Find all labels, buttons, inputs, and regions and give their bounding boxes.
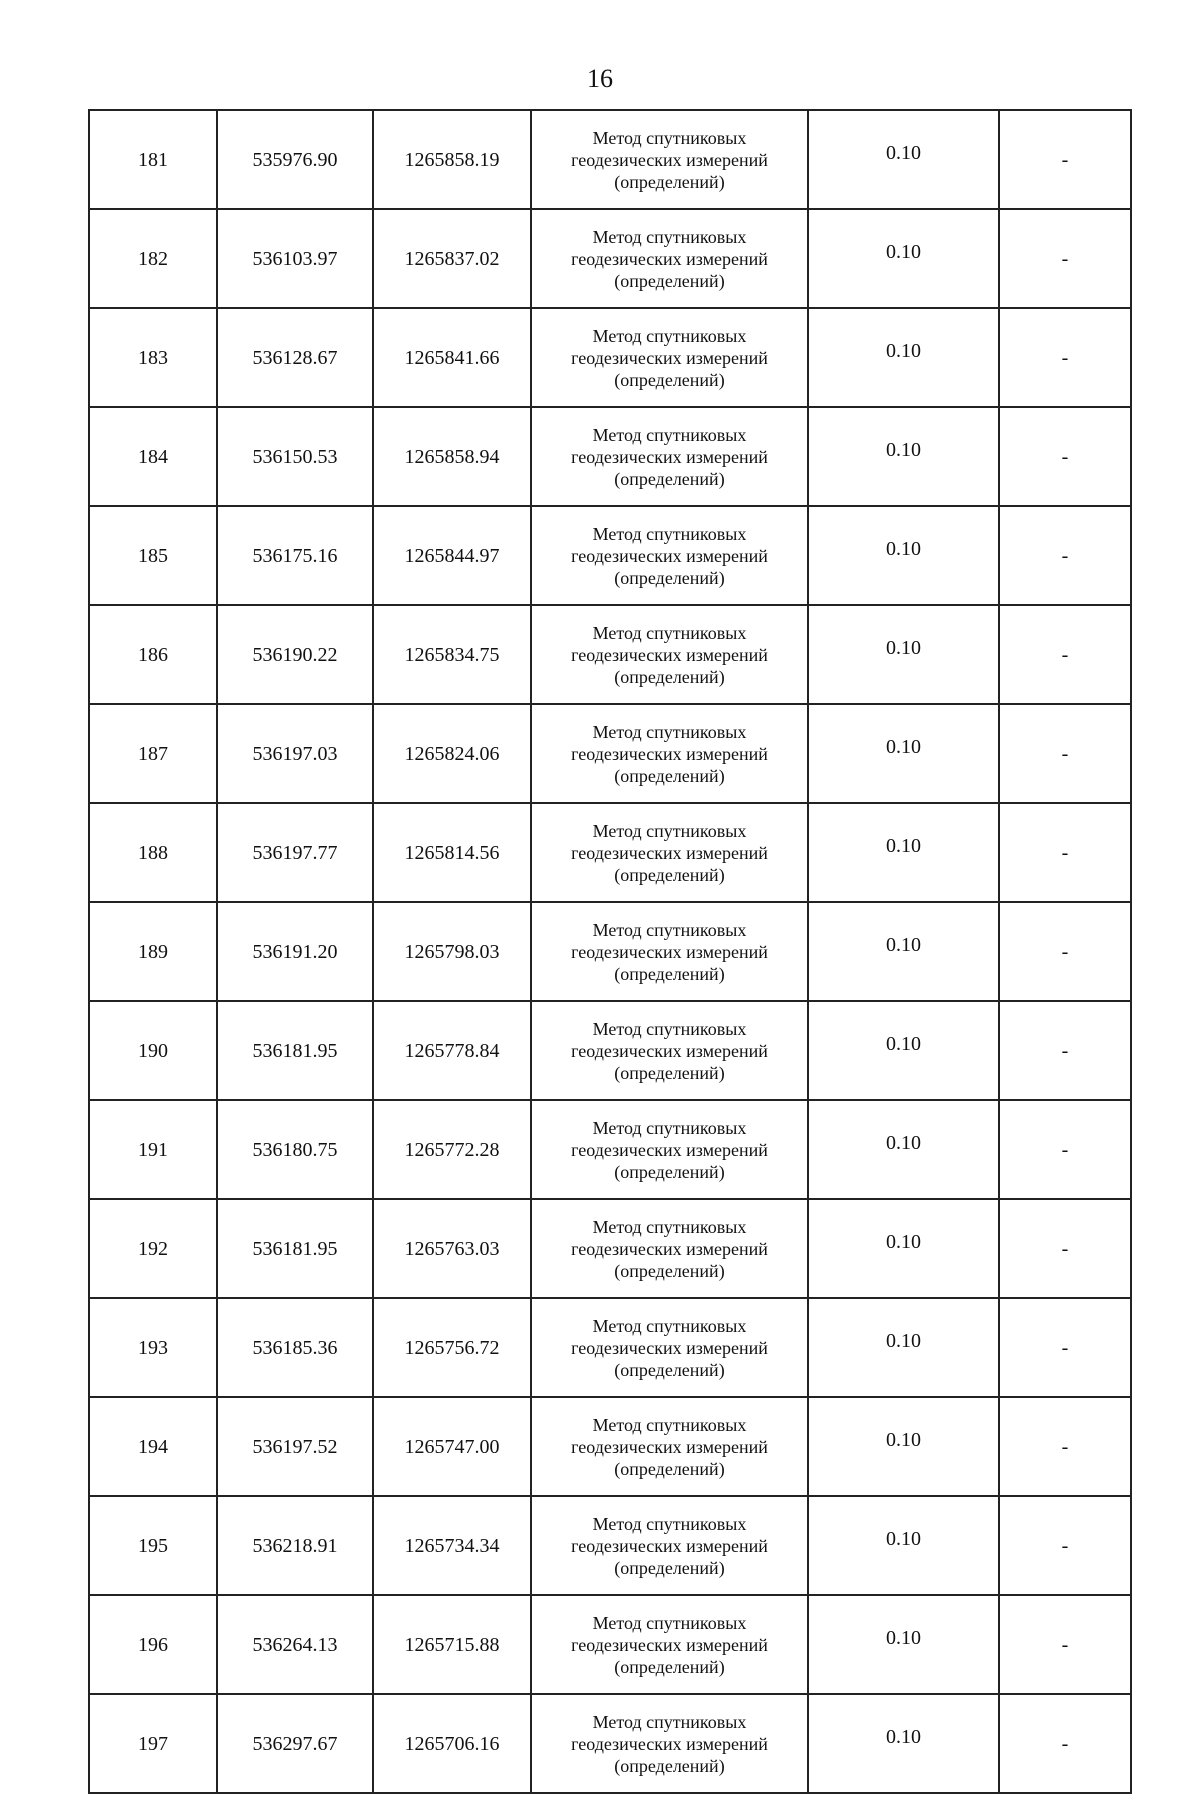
method-line: Метод спутниковых <box>592 1018 747 1039</box>
method-line: геодезических измерений <box>571 1634 768 1655</box>
method-line: (определений) <box>614 1260 725 1281</box>
point-number-cell: 183 <box>89 308 217 407</box>
accuracy-cell: 0.10 <box>808 407 999 506</box>
point-number-cell: 194 <box>89 1397 217 1496</box>
point-number-cell: 185 <box>89 506 217 605</box>
table-row <box>89 506 1131 605</box>
y-coordinate-cell: 1265772.28 <box>373 1100 531 1199</box>
table-row <box>89 1298 1131 1397</box>
note-cell: - <box>999 1100 1131 1199</box>
table-row <box>89 1496 1131 1595</box>
method-line: Метод спутниковых <box>592 424 747 445</box>
note-cell: - <box>999 1298 1131 1397</box>
method-cell <box>531 1496 808 1595</box>
method-line: (определений) <box>614 1359 725 1380</box>
x-coordinate-cell: 536197.52 <box>217 1397 373 1496</box>
table-row <box>89 1199 1131 1298</box>
x-coordinate-cell: 536218.91 <box>217 1496 373 1595</box>
method-line: (определений) <box>614 1755 725 1776</box>
table-row <box>89 1694 1131 1793</box>
note-cell: - <box>999 605 1131 704</box>
method-line: (определений) <box>614 369 725 390</box>
point-number-cell: 193 <box>89 1298 217 1397</box>
accuracy-cell: 0.10 <box>808 506 999 605</box>
note-cell: - <box>999 1199 1131 1298</box>
method-line: Метод спутниковых <box>592 325 747 346</box>
note-cell: - <box>999 803 1131 902</box>
y-coordinate-cell: 1265858.19 <box>373 110 531 209</box>
x-coordinate-cell: 536103.97 <box>217 209 373 308</box>
method-line: (определений) <box>614 963 725 984</box>
method-cell <box>531 1595 808 1694</box>
x-coordinate-cell: 536297.67 <box>217 1694 373 1793</box>
method-line: геодезических измерений <box>571 347 768 368</box>
y-coordinate-cell: 1265824.06 <box>373 704 531 803</box>
method-line: геодезических измерений <box>571 941 768 962</box>
method-line: Метод спутниковых <box>592 1117 747 1138</box>
x-coordinate-cell: 536150.53 <box>217 407 373 506</box>
method-line: (определений) <box>614 1557 725 1578</box>
accuracy-cell: 0.10 <box>808 209 999 308</box>
accuracy-cell: 0.10 <box>808 1199 999 1298</box>
method-cell <box>531 1397 808 1496</box>
note-cell: - <box>999 1694 1131 1793</box>
point-number-cell: 181 <box>89 110 217 209</box>
method-line: Метод спутниковых <box>592 622 747 643</box>
y-coordinate-cell: 1265763.03 <box>373 1199 531 1298</box>
method-line: Метод спутниковых <box>592 1513 747 1534</box>
point-number-cell: 191 <box>89 1100 217 1199</box>
note-cell: - <box>999 506 1131 605</box>
point-number-cell: 195 <box>89 1496 217 1595</box>
accuracy-cell: 0.10 <box>808 308 999 407</box>
y-coordinate-cell: 1265858.94 <box>373 407 531 506</box>
note-cell: - <box>999 1496 1131 1595</box>
note-cell: - <box>999 902 1131 1001</box>
method-line: геодезических измерений <box>571 1733 768 1754</box>
method-line: геодезических измерений <box>571 1535 768 1556</box>
method-line: Метод спутниковых <box>592 919 747 940</box>
method-line: (определений) <box>614 270 725 291</box>
accuracy-cell: 0.10 <box>808 1496 999 1595</box>
accuracy-cell: 0.10 <box>808 1694 999 1793</box>
method-cell <box>531 506 808 605</box>
method-line: геодезических измерений <box>571 644 768 665</box>
point-number-cell: 192 <box>89 1199 217 1298</box>
method-line: Метод спутниковых <box>592 721 747 742</box>
method-line: (определений) <box>614 468 725 489</box>
method-line: геодезических измерений <box>571 842 768 863</box>
table-row <box>89 209 1131 308</box>
note-cell: - <box>999 1397 1131 1496</box>
note-cell: - <box>999 1001 1131 1100</box>
method-line: геодезических измерений <box>571 743 768 764</box>
table-row <box>89 704 1131 803</box>
method-line: геодезических измерений <box>571 446 768 467</box>
method-line: Метод спутниковых <box>592 226 747 247</box>
x-coordinate-cell: 535976.90 <box>217 110 373 209</box>
coordinates-table-body <box>89 110 1131 1793</box>
y-coordinate-cell: 1265834.75 <box>373 605 531 704</box>
method-line: (определений) <box>614 1656 725 1677</box>
method-line: Метод спутниковых <box>592 523 747 544</box>
table-row <box>89 407 1131 506</box>
y-coordinate-cell: 1265778.84 <box>373 1001 531 1100</box>
x-coordinate-cell: 536175.16 <box>217 506 373 605</box>
method-cell <box>531 308 808 407</box>
method-line: геодезических измерений <box>571 545 768 566</box>
table-row <box>89 1100 1131 1199</box>
y-coordinate-cell: 1265837.02 <box>373 209 531 308</box>
accuracy-cell: 0.10 <box>808 1001 999 1100</box>
x-coordinate-cell: 536181.95 <box>217 1199 373 1298</box>
method-line: Метод спутниковых <box>592 1711 747 1732</box>
method-line: (определений) <box>614 666 725 687</box>
y-coordinate-cell: 1265798.03 <box>373 902 531 1001</box>
accuracy-cell: 0.10 <box>808 803 999 902</box>
method-cell <box>531 1694 808 1793</box>
table-row <box>89 1595 1131 1694</box>
y-coordinate-cell: 1265844.97 <box>373 506 531 605</box>
method-line: (определений) <box>614 171 725 192</box>
page-number: 16 <box>587 64 613 93</box>
method-line: геодезических измерений <box>571 248 768 269</box>
method-line: Метод спутниковых <box>592 1612 747 1633</box>
accuracy-cell: 0.10 <box>808 110 999 209</box>
point-number-cell: 197 <box>89 1694 217 1793</box>
note-cell: - <box>999 110 1131 209</box>
method-line: геодезических измерений <box>571 1040 768 1061</box>
method-line: Метод спутниковых <box>592 1414 747 1435</box>
x-coordinate-cell: 536191.20 <box>217 902 373 1001</box>
accuracy-cell: 0.10 <box>808 1100 999 1199</box>
point-number-cell: 189 <box>89 902 217 1001</box>
table-row <box>89 1001 1131 1100</box>
method-line: геодезических измерений <box>571 1337 768 1358</box>
method-line: геодезических измерений <box>571 149 768 170</box>
y-coordinate-cell: 1265756.72 <box>373 1298 531 1397</box>
accuracy-cell: 0.10 <box>808 1298 999 1397</box>
method-line: геодезических измерений <box>571 1436 768 1457</box>
method-line: (определений) <box>614 567 725 588</box>
table-row <box>89 803 1131 902</box>
method-line: Метод спутниковых <box>592 127 747 148</box>
method-line: (определений) <box>614 1062 725 1083</box>
x-coordinate-cell: 536197.03 <box>217 704 373 803</box>
point-number-cell: 184 <box>89 407 217 506</box>
method-cell <box>531 1100 808 1199</box>
method-cell <box>531 407 808 506</box>
x-coordinate-cell: 536128.67 <box>217 308 373 407</box>
method-cell <box>531 1199 808 1298</box>
method-cell <box>531 209 808 308</box>
note-cell: - <box>999 407 1131 506</box>
method-line: Метод спутниковых <box>592 1315 747 1336</box>
accuracy-cell: 0.10 <box>808 1397 999 1496</box>
x-coordinate-cell: 536264.13 <box>217 1595 373 1694</box>
y-coordinate-cell: 1265715.88 <box>373 1595 531 1694</box>
method-line: (определений) <box>614 1161 725 1182</box>
accuracy-cell: 0.10 <box>808 1595 999 1694</box>
method-line: Метод спутниковых <box>592 820 747 841</box>
x-coordinate-cell: 536180.75 <box>217 1100 373 1199</box>
table-row <box>89 1397 1131 1496</box>
y-coordinate-cell: 1265841.66 <box>373 308 531 407</box>
y-coordinate-cell: 1265734.34 <box>373 1496 531 1595</box>
method-cell <box>531 1298 808 1397</box>
accuracy-cell: 0.10 <box>808 902 999 1001</box>
method-line: геодезических измерений <box>571 1139 768 1160</box>
table-row <box>89 902 1131 1001</box>
note-cell: - <box>999 1595 1131 1694</box>
x-coordinate-cell: 536181.95 <box>217 1001 373 1100</box>
y-coordinate-cell: 1265706.16 <box>373 1694 531 1793</box>
point-number-cell: 186 <box>89 605 217 704</box>
x-coordinate-cell: 536190.22 <box>217 605 373 704</box>
method-cell <box>531 902 808 1001</box>
table-row <box>89 308 1131 407</box>
accuracy-cell: 0.10 <box>808 704 999 803</box>
coordinates-table <box>88 109 1132 1794</box>
method-cell <box>531 803 808 902</box>
point-number-cell: 182 <box>89 209 217 308</box>
x-coordinate-cell: 536197.77 <box>217 803 373 902</box>
point-number-cell: 190 <box>89 1001 217 1100</box>
table-row <box>89 110 1131 209</box>
y-coordinate-cell: 1265747.00 <box>373 1397 531 1496</box>
y-coordinate-cell: 1265814.56 <box>373 803 531 902</box>
point-number-cell: 187 <box>89 704 217 803</box>
note-cell: - <box>999 308 1131 407</box>
point-number-cell: 196 <box>89 1595 217 1694</box>
method-line: (определений) <box>614 864 725 885</box>
method-line: геодезических измерений <box>571 1238 768 1259</box>
point-number-cell: 188 <box>89 803 217 902</box>
method-cell <box>531 110 808 209</box>
note-cell: - <box>999 704 1131 803</box>
accuracy-cell: 0.10 <box>808 605 999 704</box>
method-line: Метод спутниковых <box>592 1216 747 1237</box>
method-cell <box>531 1001 808 1100</box>
table-row <box>89 605 1131 704</box>
note-cell: - <box>999 209 1131 308</box>
x-coordinate-cell: 536185.36 <box>217 1298 373 1397</box>
method-line: (определений) <box>614 765 725 786</box>
method-cell <box>531 704 808 803</box>
method-cell <box>531 605 808 704</box>
method-line: (определений) <box>614 1458 725 1479</box>
